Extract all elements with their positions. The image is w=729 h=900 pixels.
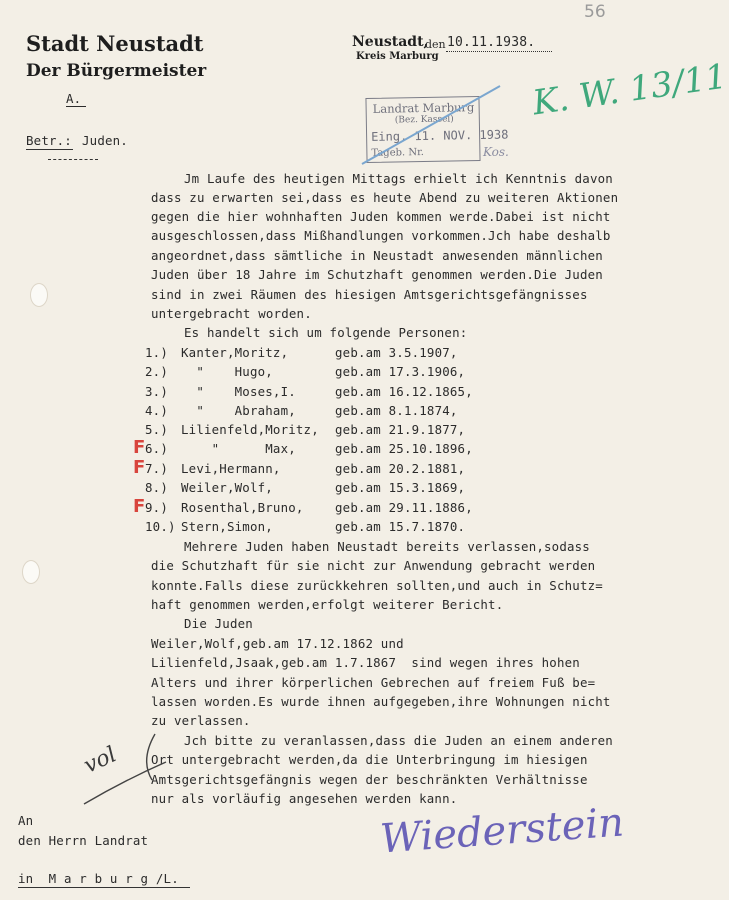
para2-line4: haft genommen werden,erfolgt weiterer Bericht.: [151, 597, 504, 612]
stamp-line1: Landrat Marburg: [372, 100, 475, 116]
person-born: geb.am 29.11.1886,: [335, 500, 473, 515]
person-born: geb.am 8.1.1874,: [335, 403, 458, 418]
para1-line8: untergebracht worden.: [151, 306, 312, 321]
stamp-line3: Eing. 11. NOV. 1938: [370, 127, 509, 144]
address-line2: den Herrn Landrat: [18, 833, 149, 848]
person-name: Lilienfeld,Moritz,: [181, 422, 319, 437]
para3-line5: zu verlassen.: [151, 713, 251, 728]
para4-line1: Jch bitte zu veranlassen,dass die Juden an einem anderen: [184, 733, 613, 748]
subject-value: Juden.: [82, 133, 128, 148]
person-name: Stern,Simon,: [181, 519, 273, 534]
margin-mark-f: F: [133, 496, 146, 517]
left-pencil-note: vol: [80, 742, 121, 779]
stamp-line2: (Bez. Kassel): [394, 114, 454, 126]
subject-label: Betr.:: [26, 133, 72, 148]
para3-line4: lassen worden.Es wurde ihnen aufgegeben,ihre Wohnungen nicht: [151, 694, 611, 709]
dateline-den: den: [425, 38, 446, 51]
person-no: 3.): [145, 384, 168, 399]
address-line1: An: [18, 813, 34, 828]
para1-line7: sind in zwei Räumen des hiesigen Amtsgerichtsgefängnisses: [151, 287, 588, 302]
person-name: " Max,: [181, 441, 296, 456]
person-born: geb.am 15.3.1869,: [335, 480, 466, 495]
para1-line1: Jm Laufe des heutigen Mittags erhielt ich Kenntnis davon: [184, 171, 613, 186]
para3-line1: Weiler,Wolf,geb.am 17.12.1862 und: [151, 636, 404, 651]
address-underline: [18, 887, 190, 888]
person-born: geb.am 17.3.1906,: [335, 364, 466, 379]
dateline-place: Neustadt,: [352, 34, 429, 50]
stamp-note: Kos.: [483, 145, 509, 159]
signature: Wiederstein: [378, 799, 626, 863]
para4-line2: Ort untergebracht werden,da die Unterbringung im hiesigen: [151, 752, 588, 767]
dateline-district: Kreis Marburg: [356, 51, 439, 62]
pencil-bracket: [80, 730, 170, 810]
page-number: 56: [584, 2, 606, 22]
para2-line3: konnte.Falls diese zurückkehren sollten,und auch in Schutz=: [151, 578, 603, 593]
person-name: Weiler,Wolf,: [181, 480, 273, 495]
para1-line5: angeordnet,dass sämtliche in Neustadt anwesenden männlichen: [151, 248, 603, 263]
person-name: Levi,Hermann,: [181, 461, 281, 476]
person-born: geb.am 25.10.1896,: [335, 441, 473, 456]
person-name: " Hugo,: [181, 364, 273, 379]
margin-mark-f: F: [133, 437, 146, 458]
para3-line2: Lilienfeld,Jsaak,geb.am 1.7.1867 sind wegen ihres hohen: [151, 655, 580, 670]
dateline-date: 10.11.1938.: [447, 35, 536, 50]
person-born: geb.am 21.9.1877,: [335, 422, 466, 437]
punch-hole-top: [30, 283, 48, 307]
person-no: 7.): [145, 461, 168, 476]
person-name: " Abraham,: [181, 403, 296, 418]
person-name: Kanter,Moritz,: [181, 345, 289, 360]
margin-mark-f: F: [133, 457, 146, 478]
reference-code: A.: [66, 91, 86, 107]
para4-line3: Amtsgerichtsgefängnis wegen der beschränkten Verhältnisse: [151, 772, 588, 787]
person-no: 6.): [145, 441, 168, 456]
person-name: Rosenthal,Bruno,: [181, 500, 304, 515]
punch-hole-bottom: [22, 560, 40, 584]
person-no: 1.): [145, 345, 168, 360]
person-no: 8.): [145, 480, 168, 495]
address-line3: in M a r b u r g /L.: [18, 871, 179, 886]
person-no: 10.): [145, 519, 176, 534]
subject-rule: [48, 159, 98, 160]
para1-line3: gegen die hier wohnhaften Juden kommen werde.Dabei ist nicht: [151, 209, 611, 224]
list-intro: Es handelt sich um folgende Personen:: [184, 325, 468, 340]
date-underline: [446, 51, 552, 52]
stamp-line4: Tageb. Nr.: [371, 146, 425, 159]
person-no: 4.): [145, 403, 168, 418]
person-name: " Moses,I.: [181, 384, 296, 399]
green-note: K. W. 13/11: [530, 56, 729, 124]
person-no: 9.): [145, 500, 168, 515]
subject-underline: [26, 149, 73, 150]
person-born: geb.am 15.7.1870.: [335, 519, 466, 534]
person-born: geb.am 20.2.1881,: [335, 461, 466, 476]
person-no: 2.): [145, 364, 168, 379]
person-no: 5.): [145, 422, 168, 437]
para2-line1: Mehrere Juden haben Neustadt bereits verlassen,sodass: [184, 539, 590, 554]
para1-line4: ausgeschlossen,dass Mißhandlungen vorkommen.Jch habe deshalb: [151, 228, 611, 243]
person-born: geb.am 16.12.1865,: [335, 384, 473, 399]
letterhead-office: Der Bürgermeister: [26, 61, 207, 81]
para4-line4: nur als vorläufig angesehen werden kann.: [151, 791, 458, 806]
para2-line2: die Schutzhaft für sie nicht zur Anwendung gebracht werden: [151, 558, 596, 573]
person-born: geb.am 3.5.1907,: [335, 345, 458, 360]
para3-intro: Die Juden: [184, 616, 253, 631]
para3-line3: Alters und ihrer körperlichen Gebrechen auf freiem Fuß be=: [151, 675, 596, 690]
letterhead-city: Stadt Neustadt: [26, 31, 204, 56]
para1-line6: Juden über 18 Jahre im Schutzhaft genommen werden.Die Juden: [151, 267, 603, 282]
para1-line2: dass zu erwarten sei,dass es heute Abend zu weiteren Aktionen: [151, 190, 619, 205]
